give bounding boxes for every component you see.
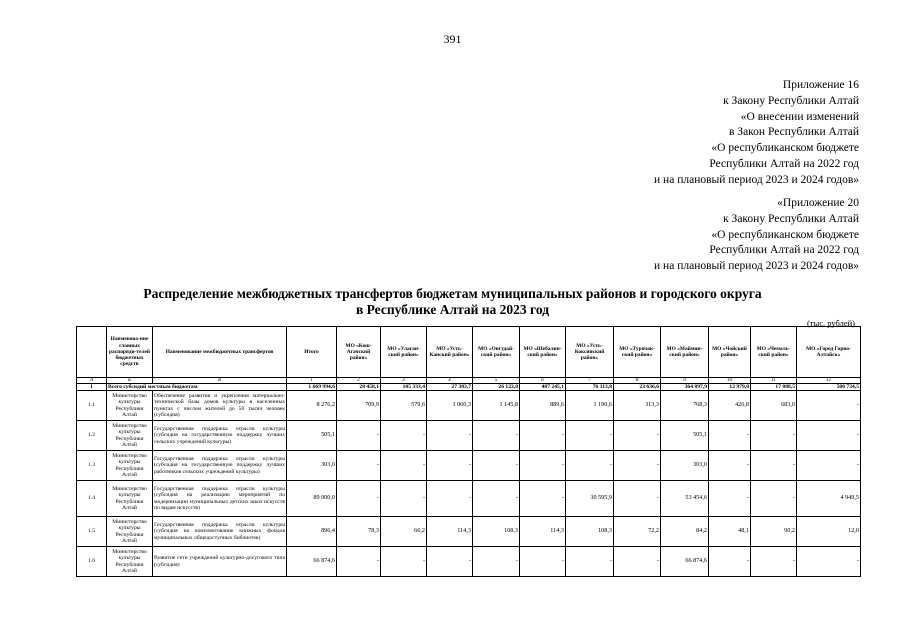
value-cell: -	[473, 481, 520, 517]
value-cell: 90,2	[751, 517, 797, 547]
ministry-cell: Министерство культуры Республики Алтай	[107, 391, 153, 421]
value-cell: -	[381, 421, 427, 451]
table-row	[77, 547, 861, 577]
value-cell: -	[381, 451, 427, 481]
total-value: 27 383,7	[427, 384, 473, 391]
value-cell: -	[709, 547, 751, 577]
value-cell: -	[751, 547, 797, 577]
appendix-16-line: «О республиканском бюджете	[711, 142, 859, 155]
column-header: Наименова-ние главных распоряди-телей бюджетных средств	[107, 327, 153, 378]
value-cell: 108,3	[566, 517, 614, 547]
ministry-cell: Министерство культуры Республики Алтай	[107, 451, 153, 481]
value-cell: 505,1	[287, 421, 337, 451]
value-cell: 303,0	[287, 451, 337, 481]
appendix-20-line: «Приложение 20	[777, 197, 859, 209]
value-cell: -	[337, 547, 381, 577]
value-cell: 768,3	[661, 391, 709, 421]
total-value: 23 636,6	[614, 384, 661, 391]
value-cell: 683,0	[751, 391, 797, 421]
table-row	[77, 517, 861, 547]
ministry-cell: Министерство культуры Республики Алтай	[107, 547, 153, 577]
appendix-16-line: Приложение 16	[782, 79, 859, 91]
value-cell: 4 949,5	[797, 481, 861, 517]
total-value: 17 088,5	[751, 384, 797, 391]
value-cell: 30 595,9	[566, 481, 614, 517]
appendix-20-line: Республики Алтай на 2022 год	[709, 244, 859, 257]
column-index: А	[77, 378, 107, 384]
ministry-cell: Министерство культуры Республики Алтай	[107, 481, 153, 517]
table-row	[77, 421, 861, 451]
transfers-table	[76, 326, 861, 577]
column-index: 10	[709, 378, 751, 384]
value-cell: 48,1	[709, 517, 751, 547]
value-cell: -	[381, 547, 427, 577]
row-number: 1	[77, 384, 107, 391]
value-cell: -	[520, 547, 566, 577]
value-cell: 53 454,6	[661, 481, 709, 517]
row-number: 1.2	[77, 421, 107, 451]
value-cell: -	[381, 481, 427, 517]
total-value: 12 979,0	[709, 384, 751, 391]
column-index: 9	[661, 378, 709, 384]
value-cell: -	[566, 547, 614, 577]
total-row	[77, 384, 861, 391]
value-cell: 12,0	[797, 517, 861, 547]
column-index: 12	[797, 378, 861, 384]
column-header: МО «Шебалин-ский район»	[520, 327, 566, 378]
value-cell: -	[751, 421, 797, 451]
value-cell: -	[797, 391, 861, 421]
ministry-cell: Министерство культуры Республики Алтай	[107, 421, 153, 451]
appendix-16-line: к Закону Республики Алтай	[723, 94, 859, 107]
table-row	[77, 451, 861, 481]
column-header: МО «Усть-Канский район»	[427, 327, 473, 378]
value-cell: 1 190,6	[566, 391, 614, 421]
row-number: 1.3	[77, 451, 107, 481]
column-index: 1	[287, 378, 337, 384]
value-cell: 108,3	[473, 517, 520, 547]
transfer-name-cell: Государственная поддержка отрасли культуры (субсидия на комплектование книжных фондов муниципальных общедоступных библиотек)	[153, 517, 287, 547]
table-row	[77, 481, 861, 517]
value-cell: -	[566, 421, 614, 451]
document-title-line: Распределение межбюджетных трансфертов бюджетам муниципальных районов и городского округа	[143, 286, 762, 301]
value-cell: -	[520, 481, 566, 517]
appendix-20-line: и на плановый период 2023 и 2024 годов»	[654, 260, 859, 273]
transfer-name-cell: Развитие сети учреждений культурно-досугового типа (субсидия)	[153, 547, 287, 577]
value-cell: 66 874,6	[287, 547, 337, 577]
column-header: Итого	[287, 327, 337, 378]
appendix-16-line: Республики Алтай на 2022 год	[709, 157, 859, 170]
total-value: 487 245,1	[520, 384, 566, 391]
column-index: 8	[614, 378, 661, 384]
value-cell: 8 276,2	[287, 391, 337, 421]
value-cell: 89 000,0	[287, 481, 337, 517]
value-cell: -	[797, 547, 861, 577]
appendix-16-line: в Закон Республики Алтай	[729, 126, 859, 139]
column-index: Б	[107, 378, 153, 384]
value-cell: -	[473, 421, 520, 451]
row-number: 1.6	[77, 547, 107, 577]
value-cell: -	[751, 481, 797, 517]
value-cell: -	[520, 421, 566, 451]
value-cell: 1 060,3	[427, 391, 473, 421]
value-cell: -	[709, 421, 751, 451]
value-cell: 66,2	[381, 517, 427, 547]
value-cell: 426,8	[709, 391, 751, 421]
value-cell: 303,0	[661, 451, 709, 481]
value-cell: 66 874,6	[661, 547, 709, 577]
appendix-20-line: «О республиканском бюджете	[711, 228, 859, 241]
value-cell: -	[566, 451, 614, 481]
value-cell: 84,2	[661, 517, 709, 547]
column-index: 4	[427, 378, 473, 384]
column-index: 11	[751, 378, 797, 384]
row-number: 1.4	[77, 481, 107, 517]
value-cell: -	[614, 451, 661, 481]
column-index: 2	[337, 378, 381, 384]
appendix-20-block	[654, 196, 859, 275]
column-index: 6	[520, 378, 566, 384]
column-header: МО «Чойский район»	[709, 327, 751, 378]
value-cell: 114,3	[427, 517, 473, 547]
value-cell: -	[614, 481, 661, 517]
column-header: МО «Усть-Коксинский район»	[566, 327, 614, 378]
column-header	[77, 327, 107, 378]
column-header: МО «Город Горно-Алтайск»	[797, 327, 861, 378]
value-cell: -	[337, 481, 381, 517]
value-cell: 709,9	[337, 391, 381, 421]
units-label: (тыс. рублей)	[806, 318, 855, 328]
total-label: Всего субсидий местным бюджетам	[107, 384, 287, 391]
value-cell: -	[751, 451, 797, 481]
value-cell: -	[427, 421, 473, 451]
transfer-name-cell: Государственная поддержка отрасли культуры (субсидия на государственную поддержку лучших работников сельских учреждений культуры)	[153, 451, 287, 481]
value-cell: -	[427, 451, 473, 481]
table-row	[77, 391, 861, 421]
document-title-line: в Республике Алтай на 2023 год	[355, 302, 550, 317]
page-number: 391	[443, 32, 462, 46]
value-cell: -	[473, 547, 520, 577]
value-cell: 313,3	[614, 391, 661, 421]
total-value: 26 123,8	[473, 384, 520, 391]
column-header: МО «Онгудай-ский район»	[473, 327, 520, 378]
table-header-row	[77, 327, 861, 378]
ministry-cell: Министерство культуры Республики Алтай	[107, 517, 153, 547]
total-value: 105 333,4	[381, 384, 427, 391]
transfer-name-cell: Обеспечение развития и укрепления материально-технической базы домов культуры в населенных пунктах с числом жителей до 50 тысяч человек (субсидия)	[153, 391, 287, 421]
transfer-name-cell: Государственная поддержка отрасли культуры (субсидия на государственную поддержку лучших сельских учреждений культуры)	[153, 421, 287, 451]
appendix-20-line: к Закону Республики Алтай	[723, 212, 859, 225]
column-index: 3	[381, 378, 427, 384]
value-cell: -	[614, 421, 661, 451]
value-cell: 896,4	[287, 517, 337, 547]
row-number: 1.1	[77, 391, 107, 421]
appendix-16-line: и на плановый период 2023 и 2024 годов»	[654, 173, 859, 186]
value-cell: -	[427, 481, 473, 517]
value-cell: -	[337, 451, 381, 481]
value-cell: -	[520, 451, 566, 481]
value-cell: 579,6	[381, 391, 427, 421]
column-header: Наименование межбюджетных трансфертов	[153, 327, 287, 378]
value-cell: -	[427, 547, 473, 577]
value-cell: 114,3	[520, 517, 566, 547]
column-index: 5	[473, 378, 520, 384]
column-header: МО «Чемаль-ский район»	[751, 327, 797, 378]
column-header: МО «Улаган-ский район»	[381, 327, 427, 378]
value-cell: -	[797, 451, 861, 481]
value-cell: 505,1	[661, 421, 709, 451]
column-header: МО «Маймин-ский район»	[661, 327, 709, 378]
value-cell: -	[797, 421, 861, 451]
transfer-name-cell: Государственная поддержка отрасли культуры (субсидия на реализацию мероприятий по модернизации муниципальных детских школ искусств по видам искусств)	[153, 481, 287, 517]
total-value: 1 669 994,6	[287, 384, 337, 391]
total-value: 500 734,5	[797, 384, 861, 391]
value-cell: -	[709, 451, 751, 481]
row-number: 1.5	[77, 517, 107, 547]
column-index: 7	[566, 378, 614, 384]
total-value: 76 113,8	[566, 384, 614, 391]
value-cell: 889,6	[520, 391, 566, 421]
column-index: В	[153, 378, 287, 384]
appendix-16-block	[654, 78, 859, 189]
value-cell: 72,2	[614, 517, 661, 547]
document-title	[0, 286, 905, 318]
value-cell: -	[473, 451, 520, 481]
appendix-16-line: «О внесении изменений	[740, 110, 859, 123]
value-cell: -	[337, 421, 381, 451]
column-header: МО «Турочак-ский район»	[614, 327, 661, 378]
value-cell: 78,3	[337, 517, 381, 547]
value-cell: -	[614, 547, 661, 577]
value-cell: 1 145,8	[473, 391, 520, 421]
value-cell: -	[709, 481, 751, 517]
total-value: 364 897,9	[661, 384, 709, 391]
column-header: МО «Кош-Агачский район»	[337, 327, 381, 378]
total-value: 28 458,1	[337, 384, 381, 391]
